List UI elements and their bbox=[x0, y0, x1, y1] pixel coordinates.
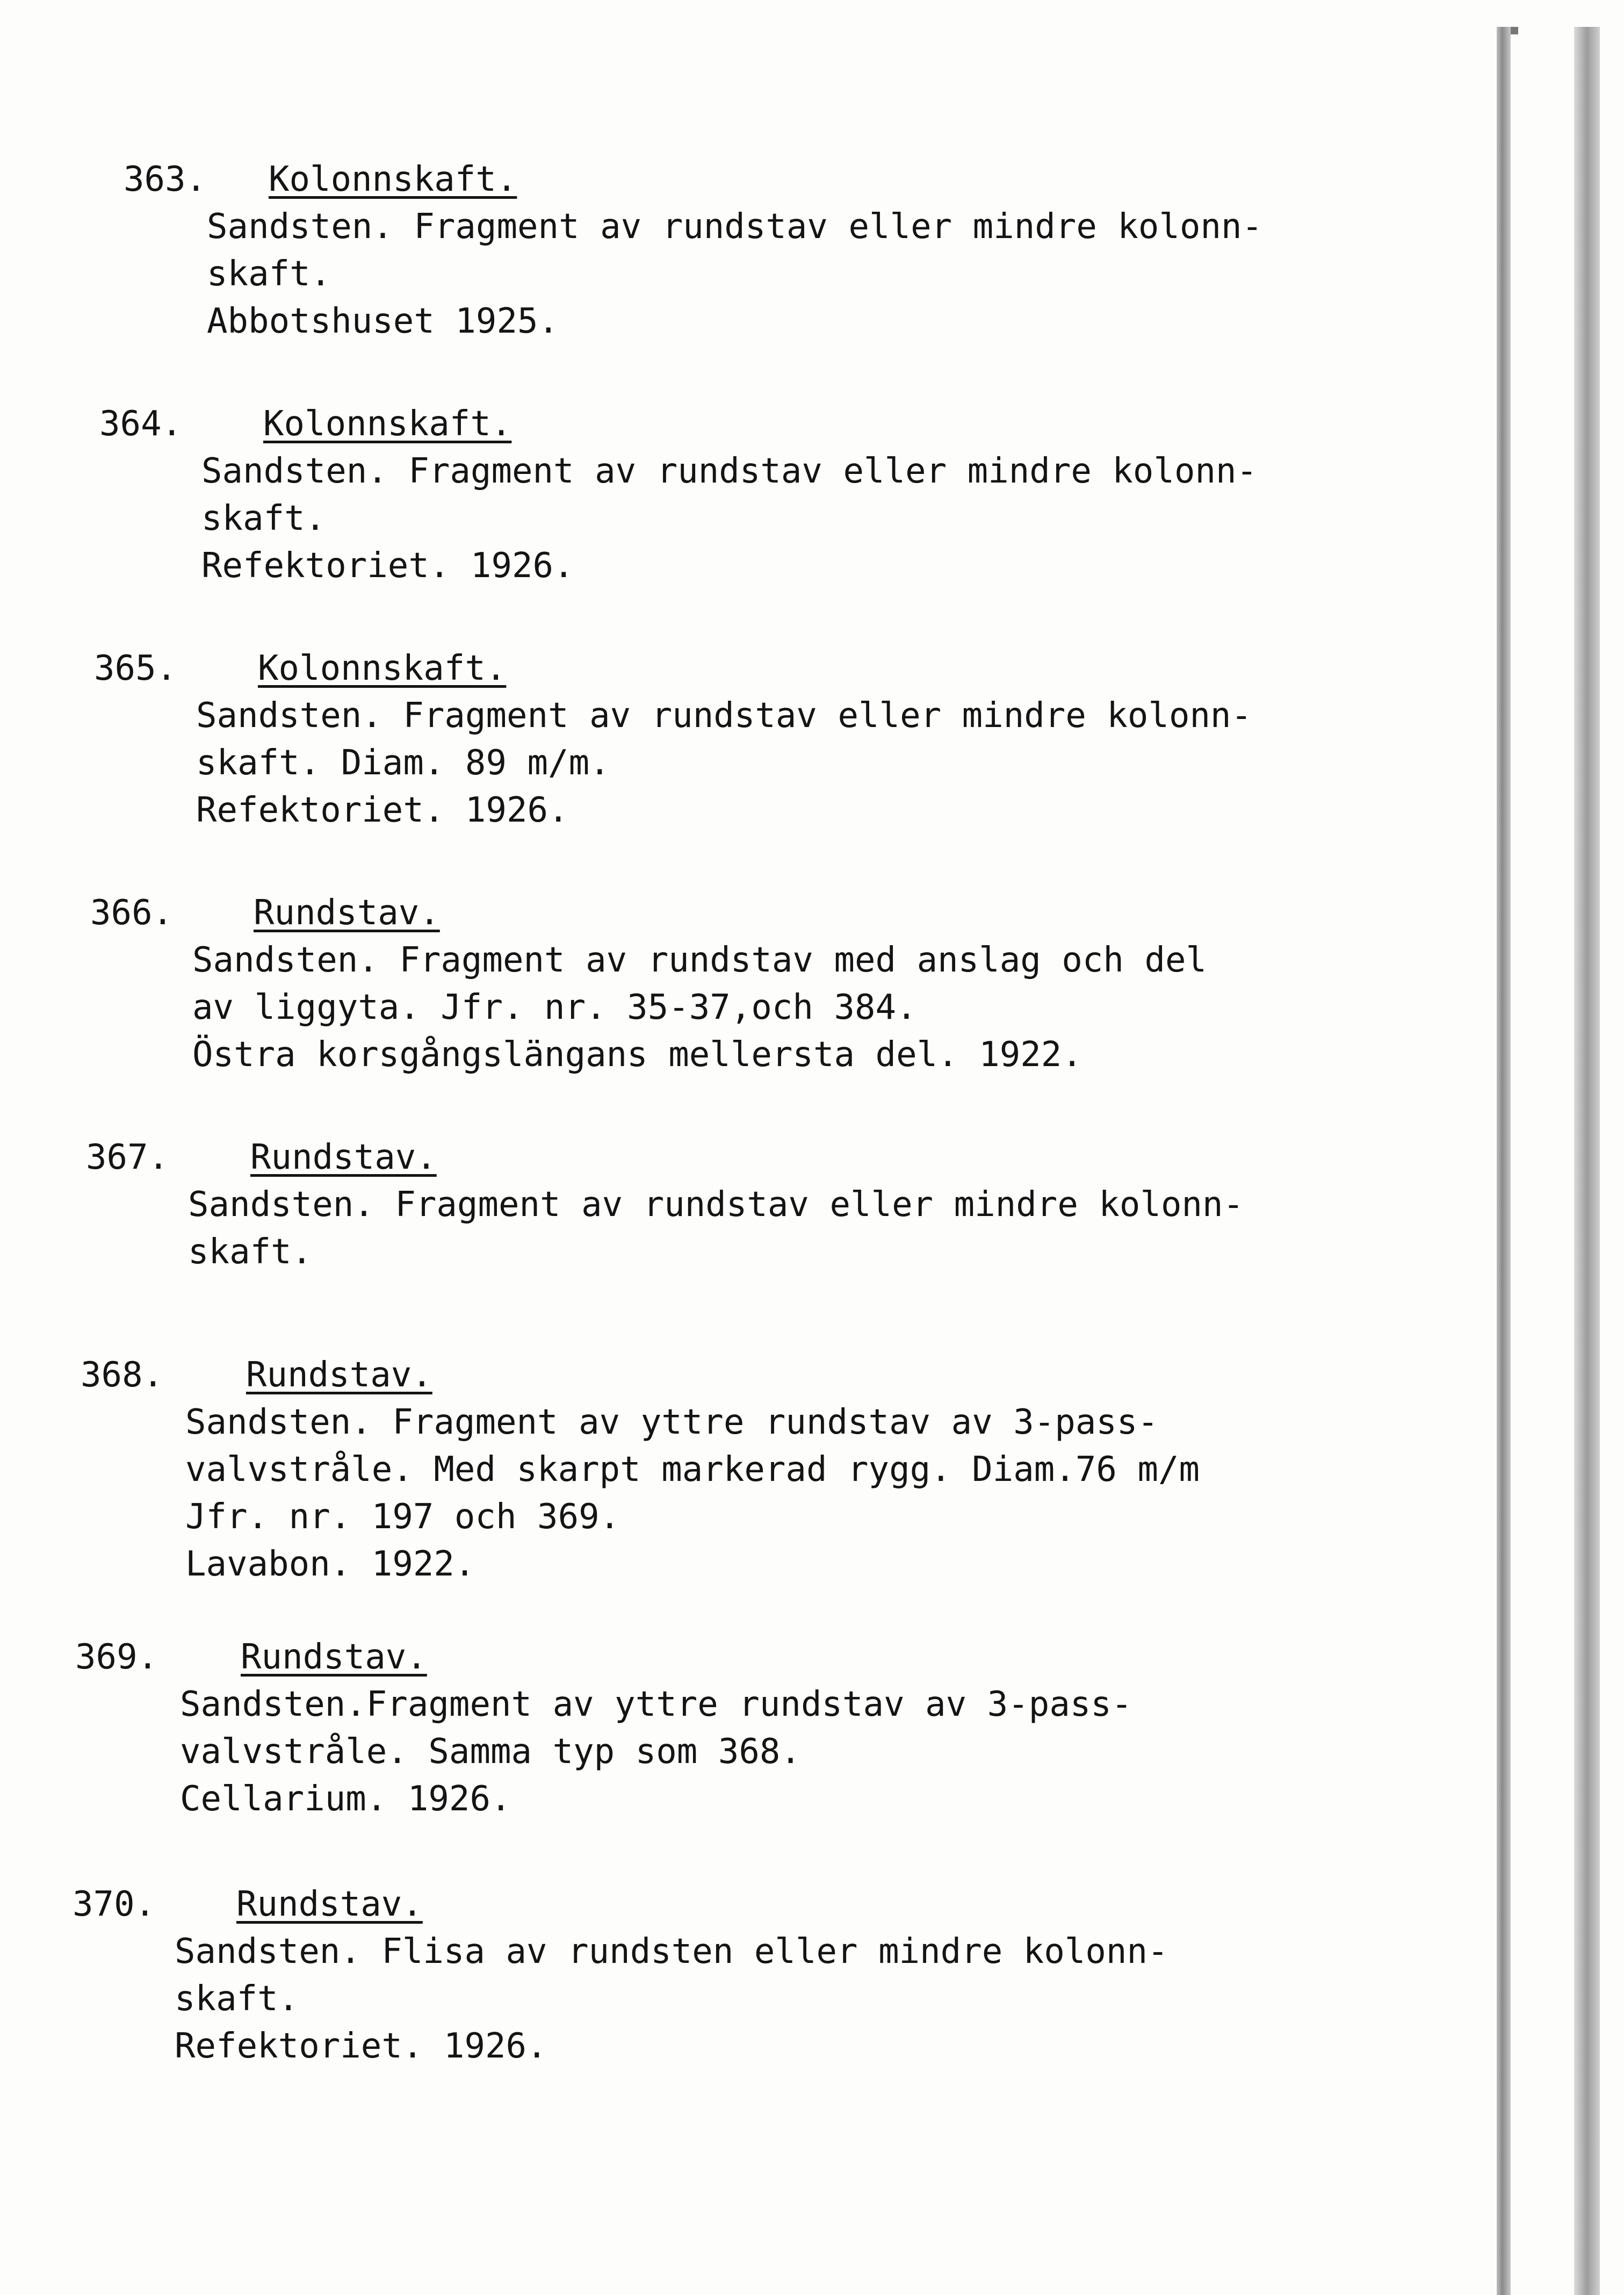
entry-description-line: Cellarium. 1926. bbox=[180, 1779, 511, 1819]
entry-number: 369. bbox=[75, 1637, 158, 1677]
entry-description-line: skaft. Diam. 89 m/m. bbox=[196, 743, 610, 783]
entry-title: Kolonnskaft. bbox=[263, 404, 512, 444]
entry-description-line: skaft. bbox=[175, 1979, 299, 2019]
entry-title: Rundstav. bbox=[241, 1637, 427, 1677]
entry-description bbox=[185, 1399, 1200, 1588]
entry-description-line: Sandsten. Fragment av rundstav eller mindre kolonn- bbox=[196, 696, 1252, 736]
scan-paper-edge bbox=[1574, 27, 1600, 2295]
entry-description bbox=[175, 1928, 1168, 2070]
entry-description-line: skaft. bbox=[201, 499, 326, 538]
entry-number: 370. bbox=[73, 1884, 156, 1924]
entry-description-line: valvstråle. Samma typ som 368. bbox=[180, 1732, 801, 1772]
entry-description bbox=[207, 203, 1262, 345]
entry-description-line: av liggyta. Jfr. nr. 35-37,och 384. bbox=[192, 988, 917, 1027]
entry-description-line: Refektoriet. 1926. bbox=[175, 2026, 547, 2066]
entry-description-line: Sandsten. Fragment av yttre rundstav av 3-pass- bbox=[185, 1402, 1158, 1442]
entry-title: Kolonnskaft. bbox=[258, 649, 507, 688]
entry-number: 363. bbox=[124, 160, 207, 199]
entry-description-line: Lavabon. 1922. bbox=[185, 1544, 475, 1584]
entry-description bbox=[180, 1681, 1132, 1823]
entry-description-line: Sandsten. Fragment av rundstav med anslag och del bbox=[192, 940, 1207, 980]
entry-title: Rundstav. bbox=[236, 1884, 423, 1924]
entry-description bbox=[196, 692, 1252, 834]
entry-description-line: skaft. bbox=[188, 1232, 313, 1272]
entry-description-line: Refektoriet. 1926. bbox=[196, 790, 569, 830]
entry-number: 366. bbox=[90, 893, 174, 933]
entry-title: Kolonnskaft. bbox=[269, 160, 517, 199]
entry-description-line: Jfr. nr. 197 och 369. bbox=[185, 1497, 620, 1537]
entry-title: Rundstav. bbox=[246, 1355, 432, 1395]
entry-description bbox=[201, 448, 1257, 589]
entry-number: 364. bbox=[99, 404, 183, 444]
entry-description-line: Abbotshuset 1925. bbox=[207, 301, 559, 341]
entry-description-line: Östra korsgångslängans mellersta del. 1922. bbox=[192, 1035, 1082, 1075]
entry-number: 365. bbox=[94, 649, 177, 688]
entry-description-line: Sandsten. Fragment av rundstav eller mindre kolonn- bbox=[188, 1185, 1244, 1225]
entry-description-line: Sandsten. Fragment av rundstav eller mindre kolonn- bbox=[207, 207, 1263, 247]
scan-edge-shadow bbox=[1497, 27, 1511, 2295]
entry-description bbox=[192, 937, 1207, 1078]
entry-description-line: skaft. bbox=[207, 254, 331, 294]
entry-description-line: Sandsten.Fragment av yttre rundstav av 3-pass- bbox=[180, 1685, 1132, 1724]
entry-description-line: Sandsten. Fragment av rundstav eller mindre kolonn- bbox=[201, 451, 1258, 491]
entry-title: Rundstav. bbox=[250, 1138, 437, 1177]
entry-description-line: Refektoriet. 1926. bbox=[201, 546, 574, 586]
entry-number: 368. bbox=[81, 1355, 164, 1395]
entry-title: Rundstav. bbox=[254, 893, 440, 933]
entry-description bbox=[188, 1181, 1244, 1276]
entry-description-line: Sandsten. Flisa av rundsten eller mindre kolonn- bbox=[175, 1932, 1168, 1972]
entry-description-line: valvstråle. Med skarpt markerad rygg. Diam.76 m/m bbox=[185, 1450, 1200, 1490]
entry-number: 367. bbox=[86, 1138, 169, 1177]
